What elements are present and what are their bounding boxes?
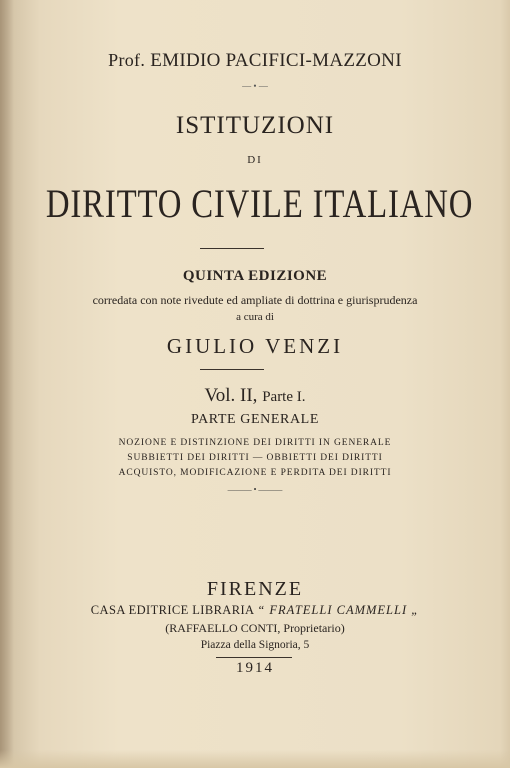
editor-divider [200, 369, 264, 370]
author-prefix: Prof. [108, 50, 146, 70]
topic-line: NOZIONE E DISTINZIONE DEI DIRITTI IN GENERALE [118, 438, 392, 448]
middle-ornament: ——— • ——— [227, 485, 283, 494]
topic-line: SUBBIETTI DEI DIRITTI — OBBIETTI DEI DIRITTI [127, 453, 383, 463]
title-line-1: ISTITUZIONI [175, 112, 335, 139]
title-divider [200, 248, 264, 249]
publisher-address: Piazza della Signoria, 5 [200, 639, 310, 651]
volume-line [0, 385, 510, 407]
main-title: DIRITTO CIVILE ITALIANO [45, 181, 474, 226]
imprint-city: FIRENZE [206, 578, 304, 600]
author-line [0, 50, 510, 72]
volume-part: Parte I. [262, 389, 306, 405]
page-bottom-edge [0, 750, 510, 768]
publication-year: 1914 [236, 660, 274, 676]
curator-name: GIULIO VENZI [166, 334, 344, 358]
section-title: PARTE GENERALE [191, 412, 319, 427]
author-name: EMIDIO PACIFICI-MAZZONI [150, 50, 402, 71]
title-connector: DI [247, 154, 263, 166]
publisher-owner: (RAFFAELLO CONTI, Proprietario) [165, 621, 345, 635]
imprint-divider [216, 657, 292, 658]
topic-line: ACQUISTO, MODIFICAZIONE E PERDITA DEI DIRITTI [118, 468, 392, 478]
edition-name: QUINTA EDIZIONE [182, 268, 328, 284]
publisher-prefix: CASA EDITRICE LIBRARIA [90, 603, 254, 617]
volume-label: Vol. II, [204, 385, 258, 406]
edition-description: corredata con note rivedute ed ampliate di dottrina e giurisprudenza [92, 293, 418, 307]
publisher-line [0, 603, 510, 618]
top-ornament: — • — [242, 81, 268, 91]
publisher-name: “ FRATELLI CAMMELLI „ [257, 603, 420, 617]
curator-prefix: a cura di [236, 311, 274, 323]
